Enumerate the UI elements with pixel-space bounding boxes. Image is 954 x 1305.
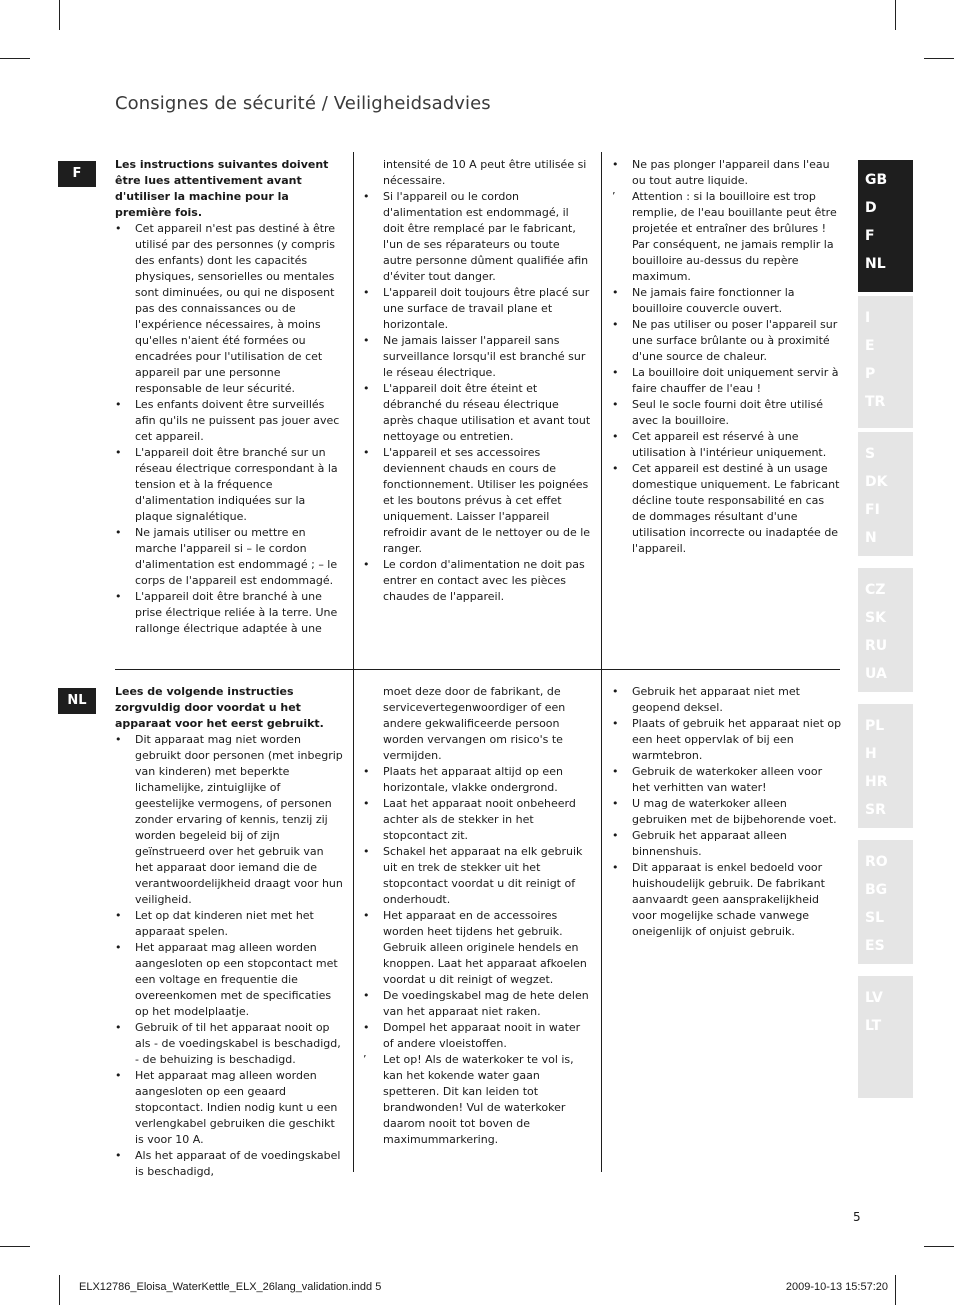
language-tab-tr[interactable]: TR xyxy=(865,394,886,410)
list-item: • Schakel het apparaat na elk gebruik uit en trek de stekker uit het stopcontact voordat u dit reinigt of onderhoudt. xyxy=(363,844,593,908)
list-item: • Cet appareil n'est pas destiné à être utilisé par des personnes (y compris des enfants) dont les capacités physiques, sensorielles ou mentales sont diminuées, ou qui ne disposent pas des connaissances ou de l'expérience nécessaires, à moins qu'elles n'aient été formées ou encadrées pour l'utilisation de cet appareil par une personne responsable de leur sécurité. xyxy=(115,221,343,397)
language-tab-dk[interactable]: DK xyxy=(865,474,888,490)
nl-continuation: moet deze door de fabrikant, de servicevertegenwoordiger of een andere gekwalificeerde persoon worden vervangen om risico's te vermijden. xyxy=(383,685,566,762)
language-badge-fr: F xyxy=(58,161,96,187)
list-item: ’ Let op! Als de waterkoker te vol is, kan het kokende water gaan spetteren. Dit kan leiden tot brandwonden! Vul de waterkoker daarom nooit tot boven de maximummarkering. xyxy=(363,1052,593,1148)
nl-column-3 xyxy=(612,684,842,940)
fr-intro: Les instructions suivantes doivent être lues attentivement avant d'utiliser la machine pour la première fois. xyxy=(115,158,329,219)
list-item: • Plaats of gebruik het apparaat niet op een heet oppervlak of bij een warmtebron. xyxy=(612,716,842,764)
list-item: • De voedingskabel mag de hete delen van het apparaat niet raken. xyxy=(363,988,593,1020)
language-tab-group-1[interactable] xyxy=(858,160,913,292)
language-tab-s[interactable]: S xyxy=(865,446,876,462)
language-tab-nl[interactable]: NL xyxy=(865,256,886,272)
list-item: • Seul le socle fourni doit être utilisé avec la bouilloire. xyxy=(612,397,841,429)
list-item: • Laat het apparaat nooit onbeheerd achter als de stekker in het stopcontact zit. xyxy=(363,796,593,844)
footer-timestamp: 2009-10-13 15:57:20 xyxy=(785,1281,888,1293)
language-tab-group-6[interactable] xyxy=(858,840,913,964)
list-item: • Cet appareil est réservé à une utilisation à l'intérieur uniquement. xyxy=(612,429,841,461)
list-item: • Ne jamais laisser l'appareil sans surveillance lorsqu'il est branché sur le réseau électrique. xyxy=(363,333,591,381)
language-tab-hr[interactable]: HR xyxy=(865,774,888,790)
list-item: • Het apparaat mag alleen worden aangesloten op een geaard stopcontact. Indien nodig kunt u een verlengkabel gebruiken die geschikt is voor 10 A. xyxy=(115,1068,343,1148)
list-item: • Plaats het apparaat altijd op een horizontale, vlakke ondergrond. xyxy=(363,764,593,796)
list-item: • Dit apparaat mag niet worden gebruikt door personen (met inbegrip van kinderen) met beperkte lichamelijke, zintuiglijke of geestelijke vermogens, of personen zonder ervaring of kennis, tenzij zij worden begeleid bij of zijn geïnstrueerd over het gebruik van het apparaat door iemand die de verantwoordelijkheid draagt voor hun veiligheid. xyxy=(115,732,343,908)
language-tab-n[interactable]: N xyxy=(865,530,877,546)
language-tab-group-3[interactable] xyxy=(858,432,913,556)
list-item: • Gebruik de waterkoker alleen voor het verhitten van water! xyxy=(612,764,842,796)
list-item: • Als het apparaat of de voedingskabel is beschadigd, xyxy=(115,1148,343,1180)
language-tab-d[interactable]: D xyxy=(865,200,877,216)
list-item: • U mag de waterkoker alleen gebruiken met de bijbehorende voet. xyxy=(612,796,842,828)
language-tab-pl[interactable]: PL xyxy=(865,718,885,734)
list-item: • L'appareil doit être branché sur un réseau électrique correspondant à la tension et à la fréquence d'alimentation indiquées sur la plaque signalétique. xyxy=(115,445,343,525)
language-tab-sr[interactable]: SR xyxy=(865,802,886,818)
list-item: • Ne jamais utiliser ou mettre en marche l'appareil si – le cordon d'alimentation est endommagé ; – le corps de l'appareil est endommagé. xyxy=(115,525,343,589)
language-tab-ru[interactable]: RU xyxy=(865,638,888,654)
list-item: • Gebruik of til het apparaat nooit op als - de voedingskabel is beschadigd, - de behuizing is beschadigd. xyxy=(115,1020,343,1068)
nl-column-1 xyxy=(115,684,343,1180)
list-item: • Het apparaat mag alleen worden aangesloten op een stopcontact met een voltage en frequentie die overeenkomen met de specificaties op het modelplaatje. xyxy=(115,940,343,1020)
list-item: • Dit apparaat is enkel bedoeld voor huishoudelijk gebruik. De fabrikant aanvaardt geen aansprakelijkheid voor mogelijke schade vanwege oneigenlijk of onjuist gebruik. xyxy=(612,860,842,940)
language-tab-gb[interactable]: GB xyxy=(865,172,888,188)
list-item: • Si l'appareil ou le cordon d'alimentation est endommagé, il doit être remplacé par le fabricant, l'un de ses réparateurs ou toute autre personne dûment qualifiée afin d'éviter tout danger. xyxy=(363,189,591,285)
column-divider xyxy=(601,152,602,669)
list-item: • Ne pas plonger l'appareil dans l'eau ou tout autre liquide. xyxy=(612,157,841,189)
language-tab-fi[interactable]: FI xyxy=(865,502,880,518)
nl-intro: Lees de volgende instructies zorgvuldig door voordat u het apparaat voor het eerst gebruikt. xyxy=(115,685,324,730)
language-tab-lt[interactable]: LT xyxy=(865,1018,882,1034)
crop-mark xyxy=(895,1275,896,1305)
language-tab-sk[interactable]: SK xyxy=(865,610,886,626)
column-divider xyxy=(353,670,354,1172)
fr-list-1 xyxy=(115,221,343,637)
nl-column-2 xyxy=(363,684,593,1148)
list-item: • Le cordon d'alimentation ne doit pas entrer en contact avec les pièces chaudes de l'appareil. xyxy=(363,557,591,605)
list-item: • La bouilloire doit uniquement servir à faire chauffer de l'eau ! xyxy=(612,365,841,397)
list-item: • Gebruik het apparaat alleen binnenshuis. xyxy=(612,828,842,860)
list-item: • Les enfants doivent être surveillés afin qu'ils ne puissent pas jouer avec cet appareil. xyxy=(115,397,343,445)
language-tab-sl[interactable]: SL xyxy=(865,910,885,926)
crop-mark xyxy=(0,1246,30,1247)
crop-mark xyxy=(59,1275,60,1305)
fr-continuation: intensité de 10 A peut être utilisée si nécessaire. xyxy=(383,158,587,187)
list-item: • L'appareil et ses accessoires deviennent chauds en cours de fonctionnement. Utiliser les poignées et les boutons prévus à cet effet uniquement. Laisser l'appareil refroidir avant de le nettoyer ou de le ranger. xyxy=(363,445,591,557)
language-tab-cz[interactable]: CZ xyxy=(865,582,886,598)
column-divider xyxy=(601,670,602,1172)
fr-list-3 xyxy=(612,157,841,557)
list-item: • L'appareil doit être branché à une prise électrique reliée à la terre. Une rallonge électrique adaptée à une xyxy=(115,589,343,637)
fr-list-2 xyxy=(363,189,591,605)
language-tab-e[interactable]: E xyxy=(865,338,875,354)
language-tab-i[interactable]: I xyxy=(865,310,871,326)
crop-mark xyxy=(0,58,30,59)
fr-column-1 xyxy=(115,157,343,637)
fr-column-2 xyxy=(363,157,591,605)
language-tab-group-4[interactable] xyxy=(858,568,913,692)
list-item: • Gebruik het apparaat niet met geopend deksel. xyxy=(612,684,842,716)
crop-mark xyxy=(924,1246,954,1247)
list-item: • L'appareil doit toujours être placé sur une surface de travail plane et horizontale. xyxy=(363,285,591,333)
language-tab-p[interactable]: P xyxy=(865,366,876,382)
page-title: Consignes de sécurité / Veiligheidsadvies xyxy=(115,93,491,114)
language-tab-f[interactable]: F xyxy=(865,228,875,244)
list-item: • Ne jamais faire fonctionner la bouilloire couvercle ouvert. xyxy=(612,285,841,317)
page-number: 5 xyxy=(853,1210,861,1224)
column-divider xyxy=(353,152,354,669)
crop-mark xyxy=(924,58,954,59)
language-badge-nl: NL xyxy=(58,688,96,714)
section-divider xyxy=(115,669,840,670)
crop-mark xyxy=(895,0,896,30)
nl-list-3 xyxy=(612,684,842,940)
language-tab-lv[interactable]: LV xyxy=(865,990,883,1006)
list-item: ’ Attention : si la bouilloire est trop remplie, de l'eau bouillante peut être projetée et entraîner des brûlures ! Par conséquent, ne jamais remplir la bouilloire au-dessus du repère maximum. xyxy=(612,189,841,285)
nl-list-1 xyxy=(115,732,343,1180)
crop-mark xyxy=(59,0,60,30)
language-tab-bg[interactable]: BG xyxy=(865,882,888,898)
language-tab-ro[interactable]: RO xyxy=(865,854,888,870)
fr-column-3 xyxy=(612,157,841,557)
list-item: • Let op dat kinderen niet met het apparaat spelen. xyxy=(115,908,343,940)
language-tab-group-7[interactable] xyxy=(858,976,913,1098)
list-item: • Cet appareil est destiné à un usage domestique uniquement. Le fabricant décline toute responsabilité en cas de dommages résultant d'une utilisation incorrecte ou inadaptée de l'appareil. xyxy=(612,461,841,557)
list-item: • Dompel het apparaat nooit in water of andere vloeistoffen. xyxy=(363,1020,593,1052)
language-tab-group-2[interactable] xyxy=(858,296,913,428)
nl-list-2 xyxy=(363,764,593,1148)
list-item: • L'appareil doit être éteint et débranché du réseau électrique après chaque utilisation et avant tout nettoyage ou entretien. xyxy=(363,381,591,445)
footer-filename: ELX12786_Eloisa_WaterKettle_ELX_26lang_validation.indd 5 xyxy=(79,1281,382,1293)
language-tab-h[interactable]: H xyxy=(865,746,877,762)
list-item: • Het apparaat en de accessoires worden heet tijdens het gebruik. Gebruik alleen originele hendels en knoppen. Laat het apparaat afkoelen voordat u dit reinigt of wegzet. xyxy=(363,908,593,988)
list-item: • Ne pas utiliser ou poser l'appareil sur une surface brûlante ou à proximité d'une source de chaleur. xyxy=(612,317,841,365)
language-tab-es[interactable]: ES xyxy=(865,938,885,954)
language-tab-group-5[interactable] xyxy=(858,704,913,828)
language-tab-ua[interactable]: UA xyxy=(865,666,887,682)
